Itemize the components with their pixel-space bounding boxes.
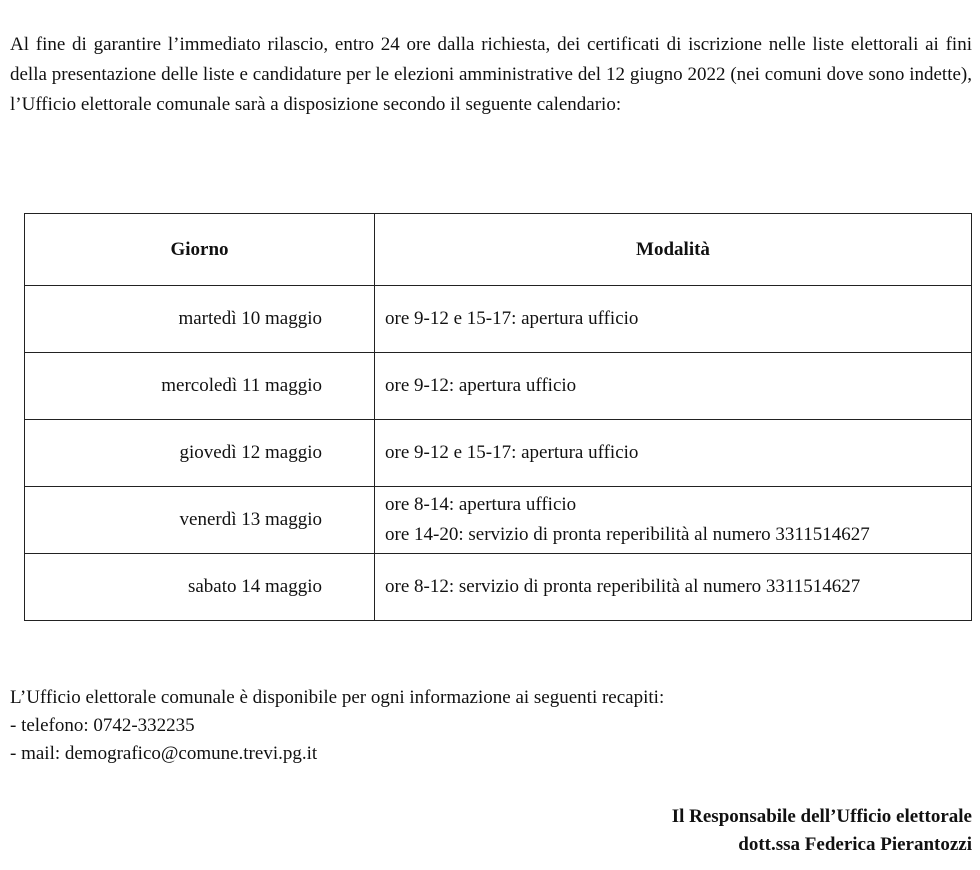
mode-line: ore 8-12: servizio di pronta reperibilità al numero 3311514627 bbox=[385, 576, 861, 597]
table-row bbox=[25, 487, 972, 554]
contact-phone: - telefono: 0742-332235 bbox=[10, 715, 195, 736]
mode-cell bbox=[375, 420, 972, 487]
table-header-row bbox=[25, 214, 972, 286]
contacts-block bbox=[10, 684, 972, 768]
table-row bbox=[25, 353, 972, 420]
day-cell: giovedì 12 maggio bbox=[25, 420, 375, 487]
document-page bbox=[10, 0, 972, 870]
contacts-intro: L’Ufficio elettorale comunale è disponibile per ogni informazione ai seguenti recapiti: bbox=[10, 687, 665, 708]
mode-line: ore 8-14: apertura ufficio bbox=[385, 494, 577, 515]
mode-cell bbox=[375, 487, 972, 554]
signature-block bbox=[672, 803, 972, 859]
mode-line: ore 9-12 e 15-17: apertura ufficio bbox=[385, 308, 639, 329]
table-row bbox=[25, 420, 972, 487]
mode-line: ore 14-20: servizio di pronta reperibilità al numero 3311514627 bbox=[385, 524, 870, 545]
day-cell: sabato 14 maggio bbox=[25, 554, 375, 621]
mode-cell bbox=[375, 286, 972, 353]
contact-mail: - mail: demografico@comune.trevi.pg.it bbox=[10, 743, 318, 764]
day-cell: mercoledì 11 maggio bbox=[25, 353, 375, 420]
schedule-table bbox=[24, 213, 972, 621]
day-cell: venerdì 13 maggio bbox=[25, 487, 375, 554]
mode-line: ore 9-12 e 15-17: apertura ufficio bbox=[385, 442, 639, 463]
table-row bbox=[25, 286, 972, 353]
mode-line: ore 9-12: apertura ufficio bbox=[385, 375, 577, 396]
day-cell: martedì 10 maggio bbox=[25, 286, 375, 353]
header-modalita: Modalità bbox=[375, 214, 972, 286]
signature-name: dott.ssa Federica Pierantozzi bbox=[738, 834, 972, 855]
intro-paragraph: Al fine di garantire l’immediato rilascio, entro 24 ore dalla richiesta, dei certificati di iscrizione nelle liste elettorali ai fini della presentazione delle liste e candidature per le elezioni amministrative del 12 giugno 2022 (nei comuni dove sono indette), l’Ufficio elettorale comunale sarà a disposizione secondo il seguente calendario: bbox=[10, 34, 972, 115]
table-row bbox=[25, 554, 972, 621]
header-giorno: Giorno bbox=[25, 214, 375, 286]
signature-role: Il Responsabile dell’Ufficio elettorale bbox=[671, 806, 972, 827]
mode-cell bbox=[375, 353, 972, 420]
mode-cell bbox=[375, 554, 972, 621]
